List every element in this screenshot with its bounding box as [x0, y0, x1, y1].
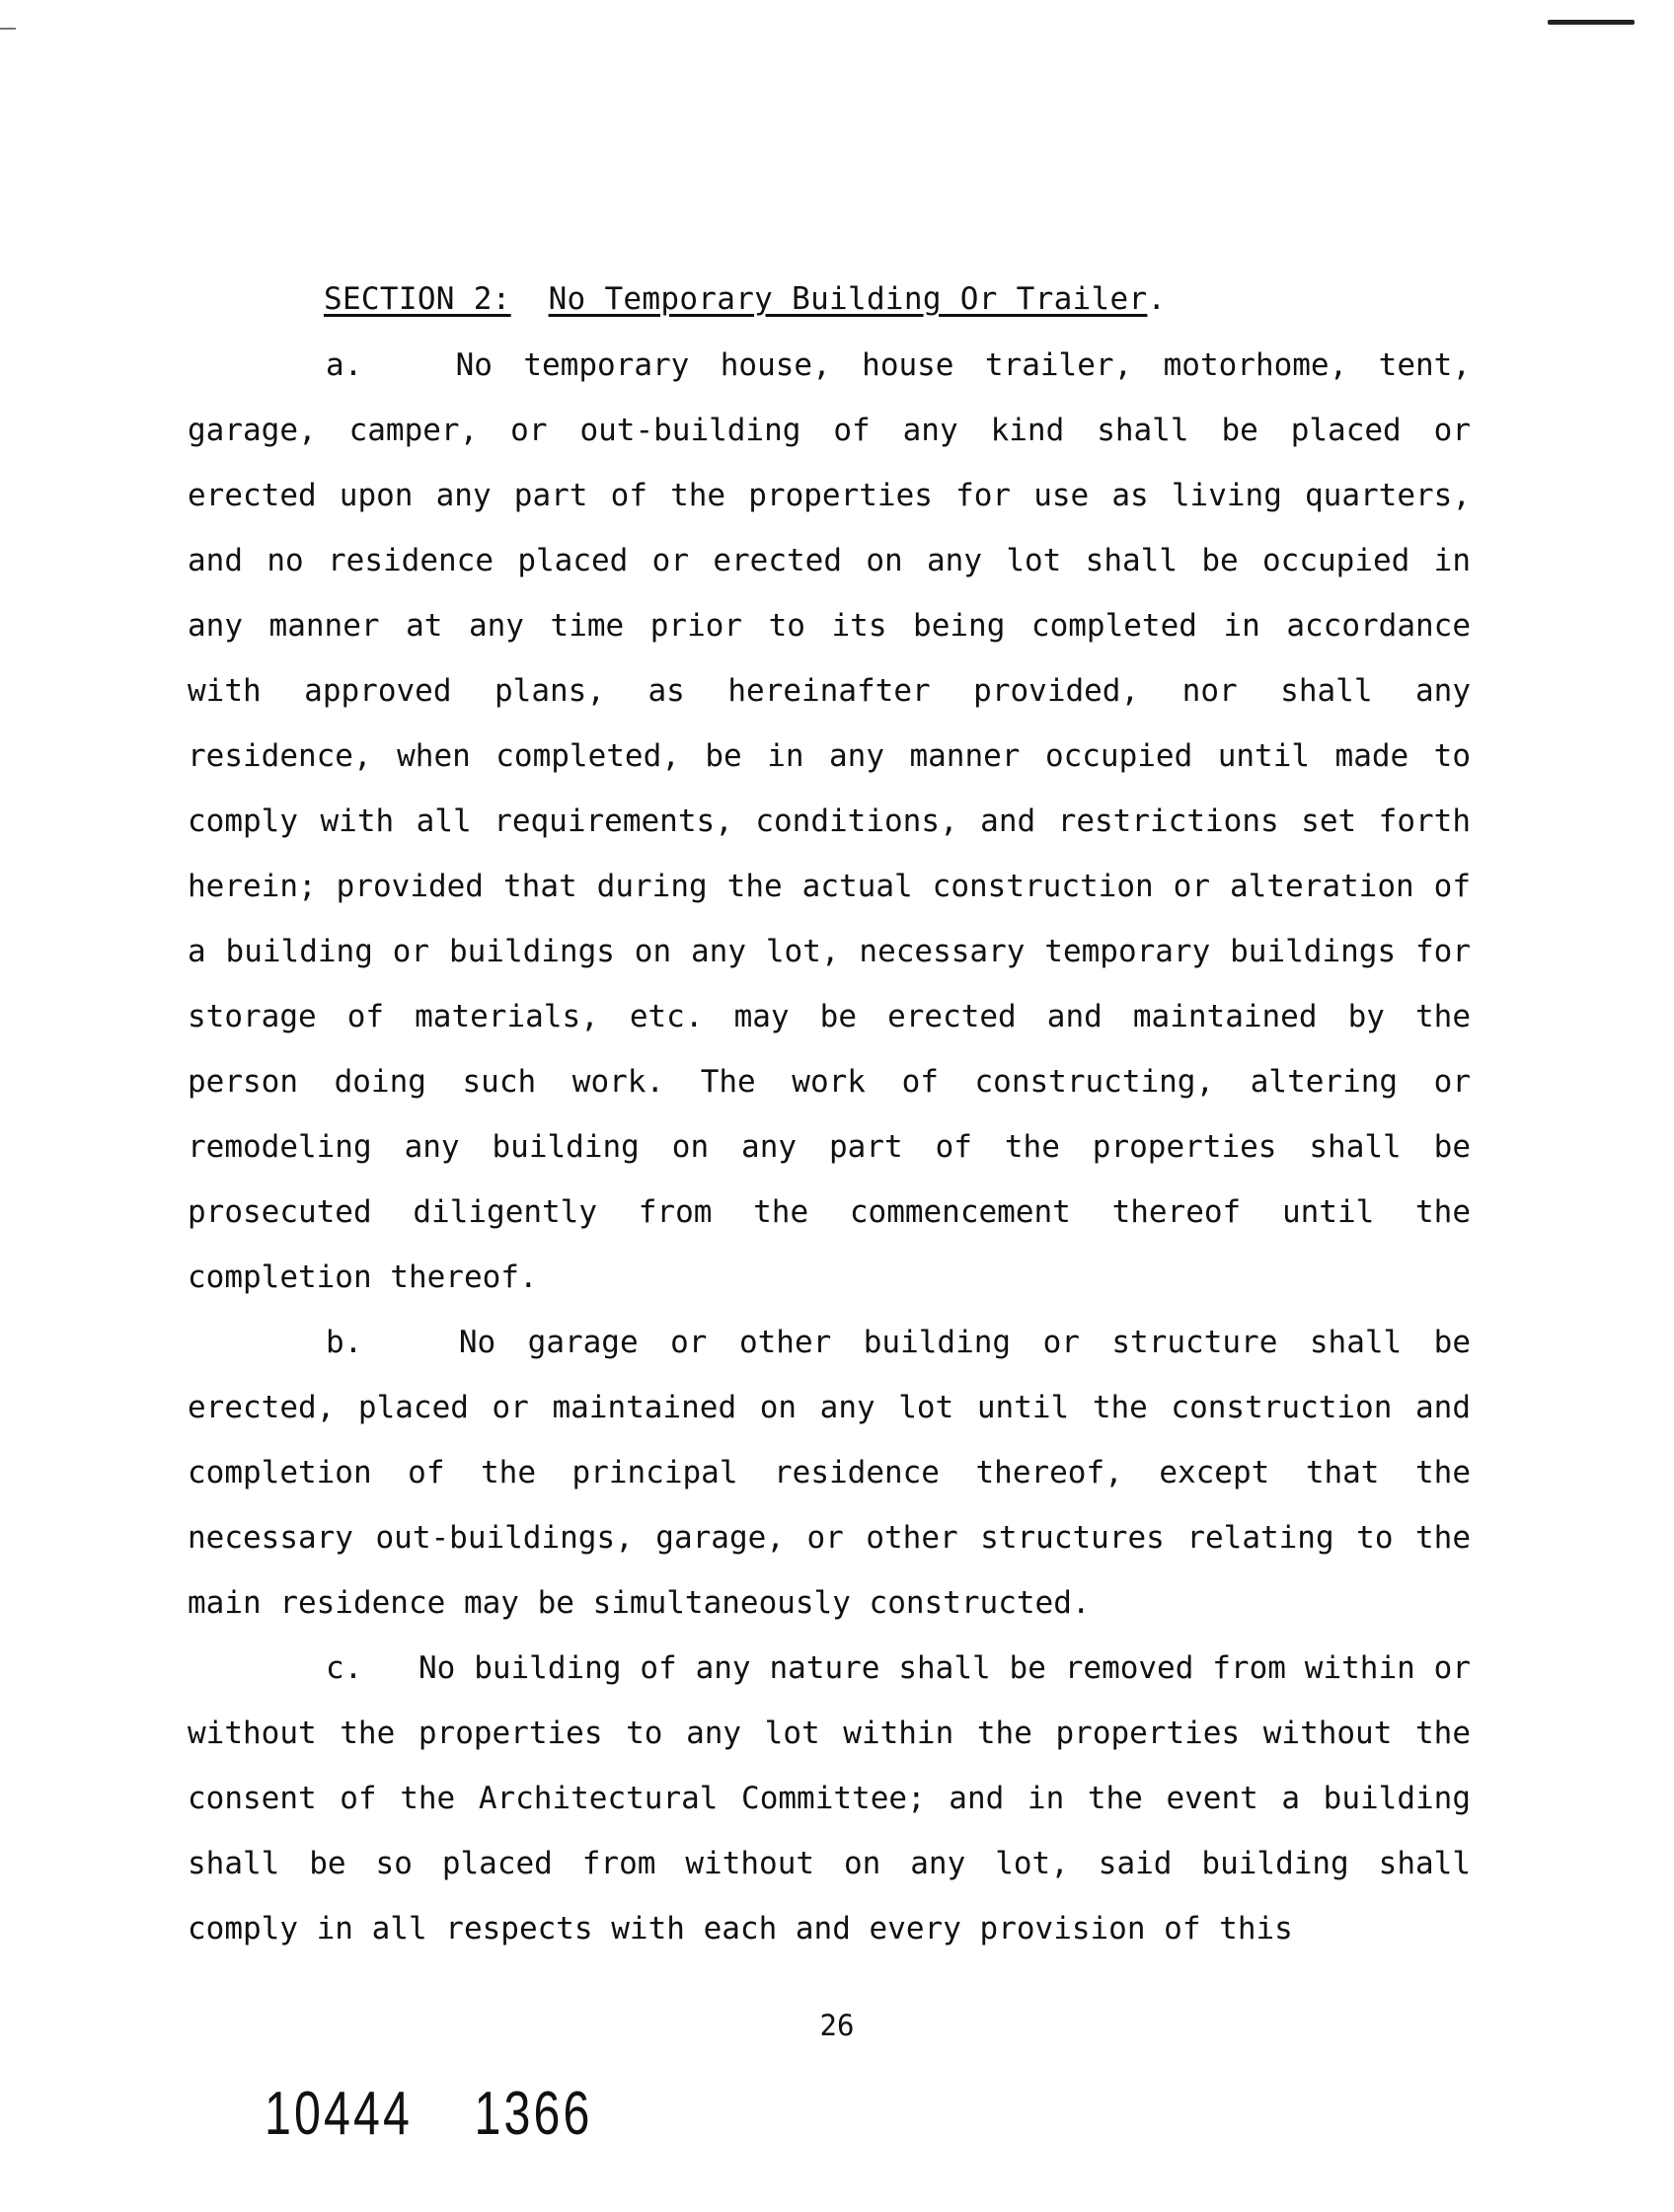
- paragraph-marker: a.: [326, 347, 363, 383]
- scan-mark: [0, 28, 16, 30]
- paragraph-a: [188, 333, 1471, 1310]
- paragraph-text: No temporary house, house trailer, motorhome, tent, garage, camper, or out-building of any kind shall be placed or erected upon any part of the properties for use as living quarters, and no residence placed or erected on any lot shall be occupied in any manner at any time prior to its being completed in accordance with approved plans, as hereinafter provided, nor shall any residence, when completed, be in any manner occupied until made to comply with all requirements, conditions, and restrictions set forth herein; provided that during the actual construction or alteration of a building or buildings on any lot, necessary temporary buildings for storage of materials, etc. may be erected and maintained by the person doing such work. The work of constructing, altering or remodeling any building on any part of the properties shall be prosecuted diligently from the commencement thereof until the completion thereof.: [188, 347, 1472, 1295]
- paragraph-text: No garage or other building or structure shall be erected, placed or maintained on any lot until the construction and completion of the principal residence thereof, except that the necessary out-buildings, garage, or other structures relating to the main residence may be simultaneously constructed.: [188, 1325, 1472, 1621]
- paragraph-c: [188, 1636, 1471, 1961]
- paragraph-marker: b.: [326, 1325, 363, 1360]
- section-label: SECTION 2:: [324, 281, 511, 317]
- heading-period: .: [1147, 281, 1167, 317]
- book-number: 10444: [265, 2080, 414, 2148]
- document-body: [188, 333, 1471, 1961]
- book-page-number: 1366: [474, 2080, 593, 2148]
- paragraph-b: [188, 1310, 1471, 1636]
- page-number: 26: [819, 2009, 855, 2042]
- scan-mark: [1548, 20, 1635, 25]
- paragraph-text: No building of any nature shall be removed from within or without the properties to any lot within the properties without the consent of the Architectural Committee; and in the event a building shall be so placed from without on any lot, said building shall comply in all respects with each and every provision of this: [188, 1650, 1471, 1946]
- section-title: No Temporary Building Or Trailer: [548, 281, 1148, 317]
- book-page-stamp: [265, 2079, 593, 2149]
- paragraph-marker: c.: [326, 1650, 363, 1686]
- section-heading: [324, 281, 1166, 317]
